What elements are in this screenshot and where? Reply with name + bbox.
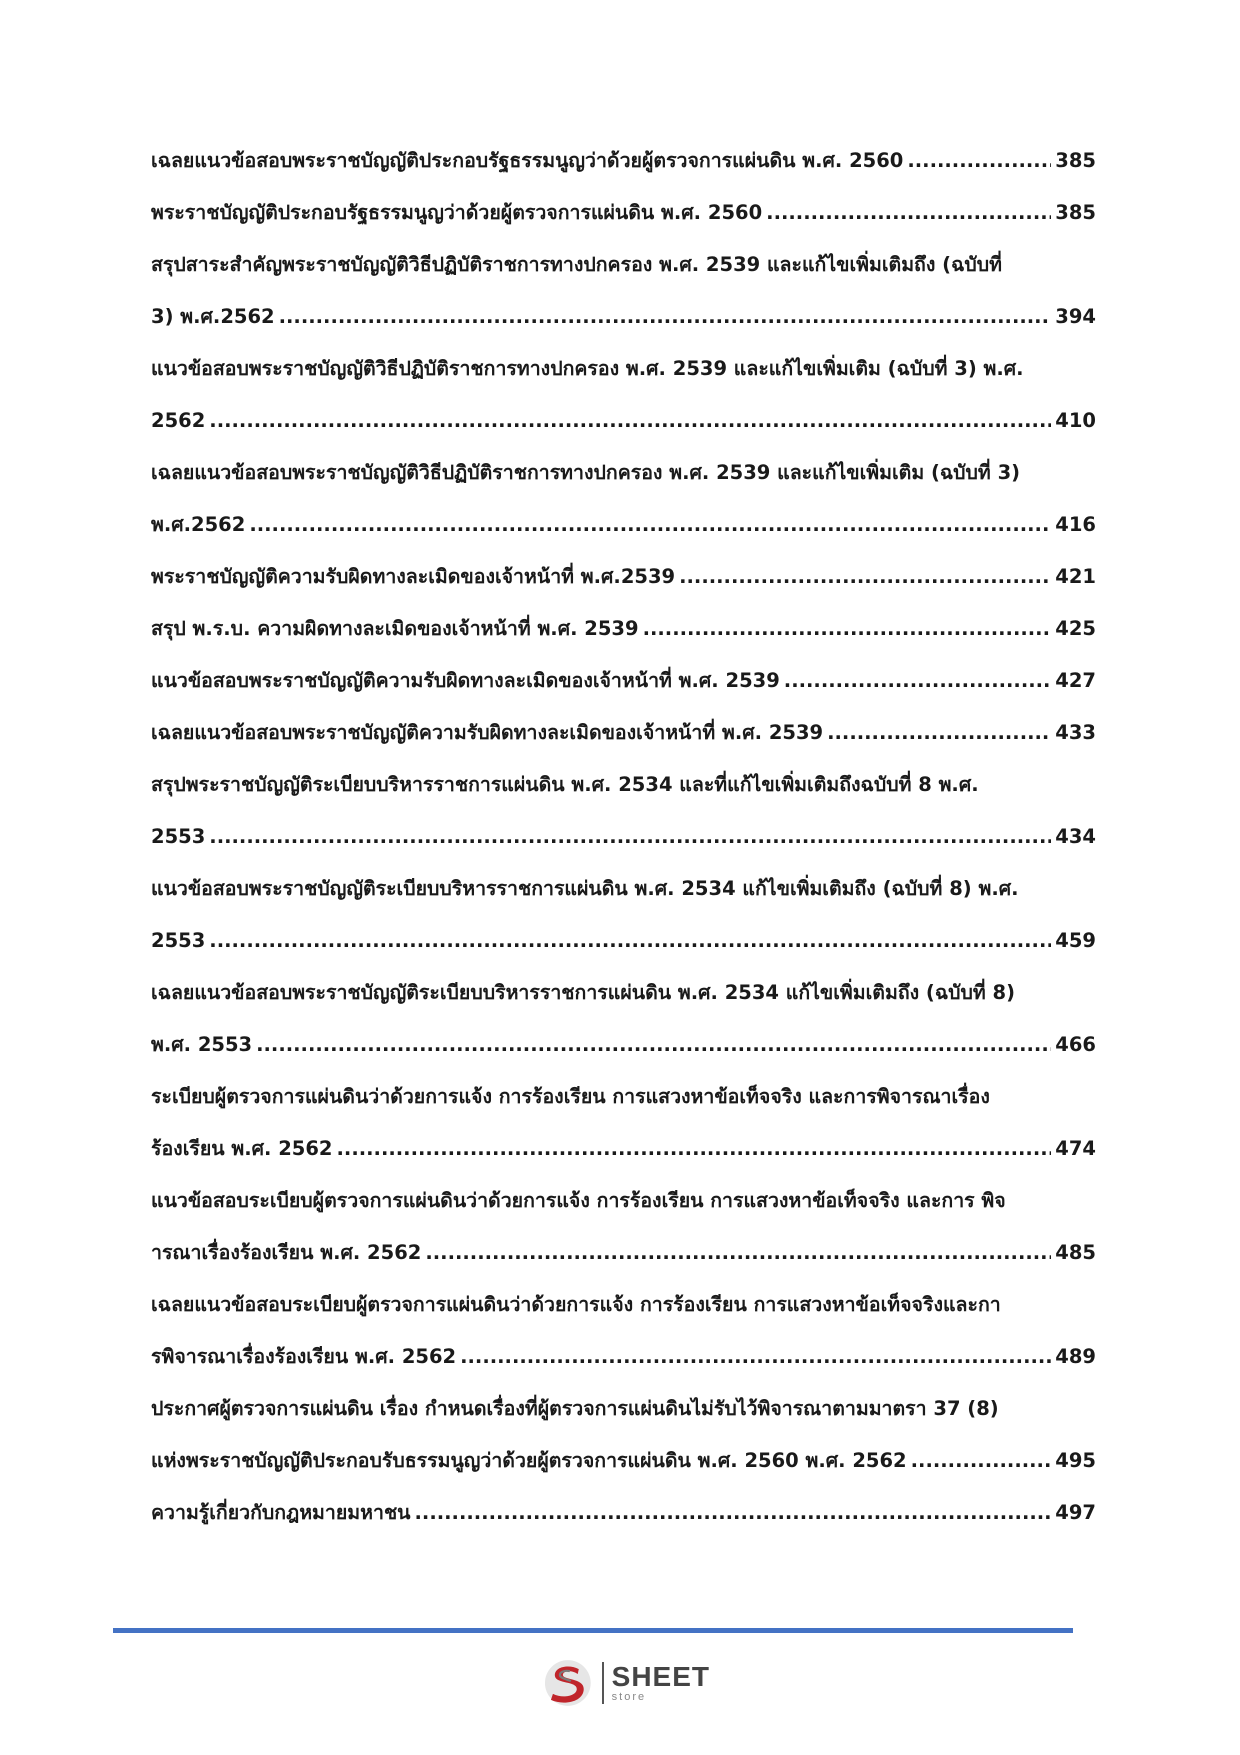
dot-leader bbox=[337, 1134, 1052, 1164]
toc-entry-title-line: แนวข้อสอบระเบียบผู้ตรวจการแผ่นดินว่าด้วยการแจ้ง การร้องเรียน การแสวงหาข้อเท็จจริง และการ พิจ bbox=[151, 1189, 1006, 1212]
toc-entry-title-line: เฉลยแนวข้อสอบพระราชบัญญัติวิธีปฏิบัติราชการทางปกครอง พ.ศ. 2539 และแก้ไขเพิ่มเติม (ฉบับที่ 3) bbox=[151, 461, 1021, 484]
dot-leader bbox=[256, 1030, 1051, 1060]
dot-leader bbox=[209, 822, 1051, 852]
toc-entry-last-line bbox=[151, 926, 1096, 956]
toc-entry-title-line: รพิจารณาเรื่องร้องเรียน พ.ศ. 2562 bbox=[151, 1345, 457, 1368]
toc-entry-title-line: สรุปสาระสำคัญพระราชบัญญัติวิธีปฏิบัติราชการทางปกครอง พ.ศ. 2539 และแก้ไขเพิ่มเติมถึง (ฉบับที่ bbox=[151, 253, 1002, 276]
toc-entry-last-line bbox=[151, 1134, 1096, 1164]
toc-page-number: 433 bbox=[1055, 721, 1096, 744]
logo-word: SHEET bbox=[611, 1661, 710, 1692]
dot-leader bbox=[415, 1498, 1052, 1528]
toc-page-number: 421 bbox=[1055, 565, 1096, 588]
toc-entry-title-line: 2553 bbox=[151, 929, 206, 952]
dot-leader bbox=[460, 1342, 1051, 1372]
toc-entry-title-line: ประกาศผู้ตรวจการแผ่นดิน เรื่อง กำหนดเรื่องที่ผู้ตรวจการแผ่นดินไม่รับไว้พิจารณาตามมาตรา 37 (8) bbox=[151, 1397, 999, 1420]
toc-entry-last-line bbox=[151, 1030, 1096, 1060]
toc-page-number: 416 bbox=[1055, 513, 1096, 536]
toc-entry-last-line bbox=[151, 1342, 1096, 1372]
dot-leader bbox=[249, 510, 1051, 540]
toc-page-number: 489 bbox=[1055, 1345, 1096, 1368]
footer-rule bbox=[113, 1628, 1073, 1633]
toc-entry[interactable] bbox=[151, 1498, 1096, 1528]
toc-entry[interactable] bbox=[151, 1290, 1096, 1372]
dot-leader bbox=[209, 406, 1051, 436]
toc-page-number: 495 bbox=[1055, 1449, 1096, 1472]
toc-entry[interactable] bbox=[151, 146, 1096, 176]
toc-entry-last-line bbox=[151, 1446, 1096, 1476]
toc-page-number: 410 bbox=[1055, 409, 1096, 432]
toc-entry[interactable] bbox=[151, 1082, 1096, 1164]
toc-entry[interactable] bbox=[151, 198, 1096, 228]
logo-sub: store bbox=[611, 1691, 647, 1703]
dot-leader bbox=[643, 614, 1052, 644]
toc-entry-title-line: 2553 bbox=[151, 825, 206, 848]
toc-page-number: 474 bbox=[1055, 1137, 1096, 1160]
toc-entry-title-line: 3) พ.ศ.2562 bbox=[151, 305, 275, 328]
toc-entry-title-line: 2562 bbox=[151, 409, 206, 432]
toc-entry-last-line bbox=[151, 1238, 1096, 1268]
toc-entry[interactable] bbox=[151, 250, 1096, 332]
toc-entry-title-line: เฉลยแนวข้อสอบพระราชบัญญัติความรับผิดทางละเมิดของเจ้าหน้าที่ พ.ศ. 2539 bbox=[151, 721, 824, 744]
toc-entry[interactable] bbox=[151, 562, 1096, 592]
toc-entry-last-line bbox=[151, 614, 1096, 644]
dot-leader bbox=[279, 302, 1052, 332]
toc-entry-title-line: เฉลยแนวข้อสอบระเบียบผู้ตรวจการแผ่นดินว่าด้วยการแจ้ง การร้องเรียน การแสวงหาข้อเท็จจริงและกา bbox=[151, 1293, 1001, 1316]
dot-leader bbox=[209, 926, 1051, 956]
toc-page-number: 425 bbox=[1055, 617, 1096, 640]
toc-entry[interactable] bbox=[151, 458, 1096, 540]
toc-entry-title-line: พ.ศ.2562 bbox=[151, 513, 246, 536]
toc-entry-title-line: พระราชบัญญัติความรับผิดทางละเมิดของเจ้าหน้าที่ พ.ศ.2539 bbox=[151, 565, 676, 588]
toc-entry-title-line: ระเบียบผู้ตรวจการแผ่นดินว่าด้วยการแจ้ง การร้องเรียน การแสวงหาข้อเท็จจริง และการพิจารณาเรื่อง bbox=[151, 1085, 990, 1108]
sheet-store-s-icon bbox=[540, 1657, 596, 1709]
toc-page-number: 394 bbox=[1055, 305, 1096, 328]
toc-entry[interactable] bbox=[151, 770, 1096, 852]
toc-entry[interactable] bbox=[151, 1394, 1096, 1476]
toc-entry-last-line bbox=[151, 666, 1096, 696]
toc-entry[interactable] bbox=[151, 978, 1096, 1060]
logo-divider bbox=[602, 1662, 604, 1704]
toc-entry[interactable] bbox=[151, 614, 1096, 644]
dot-leader bbox=[911, 1446, 1052, 1476]
toc-entry-title-line: พ.ศ. 2553 bbox=[151, 1033, 253, 1056]
dot-leader bbox=[907, 146, 1051, 176]
toc-entry-title-line: เฉลยแนวข้อสอบพระราชบัญญัติระเบียบบริหารราชการแผ่นดิน พ.ศ. 2534 แก้ไขเพิ่มเติมถึง (ฉบับที่ 8) bbox=[151, 981, 1016, 1004]
toc-entry-last-line bbox=[151, 146, 1096, 176]
toc-entry-last-line bbox=[151, 822, 1096, 852]
toc-entry-title-line: ความรู้เกี่ยวกับกฎหมายมหาชน bbox=[151, 1501, 411, 1524]
toc-page-number: 466 bbox=[1055, 1033, 1096, 1056]
toc-entry[interactable] bbox=[151, 874, 1096, 956]
dot-leader bbox=[784, 666, 1052, 696]
dot-leader bbox=[827, 718, 1051, 748]
toc-entry-last-line bbox=[151, 510, 1096, 540]
table-of-contents bbox=[151, 146, 1096, 1550]
toc-page-number: 459 bbox=[1055, 929, 1096, 952]
toc-entry-last-line bbox=[151, 718, 1096, 748]
toc-entry-title-line: เฉลยแนวข้อสอบพระราชบัญญัติประกอบรัฐธรรมนูญว่าด้วยผู้ตรวจการแผ่นดิน พ.ศ. 2560 bbox=[151, 149, 904, 172]
toc-entry-title-line: แนวข้อสอบพระราชบัญญัติความรับผิดทางละเมิดของเจ้าหน้าที่ พ.ศ. 2539 bbox=[151, 669, 780, 692]
toc-entry-title-line: สรุปพระราชบัญญัติระเบียบบริหารราชการแผ่นดิน พ.ศ. 2534 และที่แก้ไขเพิ่มเติมถึงฉบับที่ 8 พ.ศ. bbox=[151, 773, 979, 796]
toc-entry-title-line: สรุป พ.ร.บ. ความผิดทางละเมิดของเจ้าหน้าที่ พ.ศ. 2539 bbox=[151, 617, 639, 640]
toc-page-number: 427 bbox=[1055, 669, 1096, 692]
toc-entry[interactable] bbox=[151, 718, 1096, 748]
toc-page-number: 385 bbox=[1055, 201, 1096, 224]
dot-leader bbox=[425, 1238, 1051, 1268]
logo-wordmark bbox=[612, 1663, 710, 1703]
toc-entry[interactable] bbox=[151, 1186, 1096, 1268]
toc-page-number: 434 bbox=[1055, 825, 1096, 848]
toc-entry-last-line bbox=[151, 406, 1096, 436]
toc-entry-title-line: ารณาเรื่องร้องเรียน พ.ศ. 2562 bbox=[151, 1241, 422, 1264]
toc-entry-last-line bbox=[151, 562, 1096, 592]
toc-entry-title-line: แนวข้อสอบพระราชบัญญัติวิธีปฏิบัติราชการทางปกครอง พ.ศ. 2539 และแก้ไขเพิ่มเติม (ฉบับที่ 3) พ.ศ. bbox=[151, 357, 1024, 380]
dot-leader bbox=[679, 562, 1051, 592]
toc-entry-last-line bbox=[151, 1498, 1096, 1528]
toc-entry-title-line: แนวข้อสอบพระราชบัญญัติระเบียบบริหารราชการแผ่นดิน พ.ศ. 2534 แก้ไขเพิ่มเติมถึง (ฉบับที่ 8) พ.ศ. bbox=[151, 877, 1019, 900]
toc-entry[interactable] bbox=[151, 354, 1096, 436]
toc-page-number: 497 bbox=[1055, 1501, 1096, 1524]
toc-entry-title-line: ร้องเรียน พ.ศ. 2562 bbox=[151, 1137, 333, 1160]
toc-entry-last-line bbox=[151, 198, 1096, 228]
toc-page-number: 485 bbox=[1055, 1241, 1096, 1264]
toc-page-number: 385 bbox=[1055, 149, 1096, 172]
toc-entry-last-line bbox=[151, 302, 1096, 332]
toc-entry-title-line: พระราชบัญญัติประกอบรัฐธรรมนูญว่าด้วยผู้ตรวจการแผ่นดิน พ.ศ. 2560 bbox=[151, 201, 763, 224]
dot-leader bbox=[766, 198, 1051, 228]
toc-entry-title-line: แห่งพระราชบัญญัติประกอบรับธรรมนูญว่าด้วยผู้ตรวจการแผ่นดิน พ.ศ. 2560 พ.ศ. 2562 bbox=[151, 1449, 907, 1472]
sheet-store-logo bbox=[540, 1655, 710, 1711]
toc-entry[interactable] bbox=[151, 666, 1096, 696]
